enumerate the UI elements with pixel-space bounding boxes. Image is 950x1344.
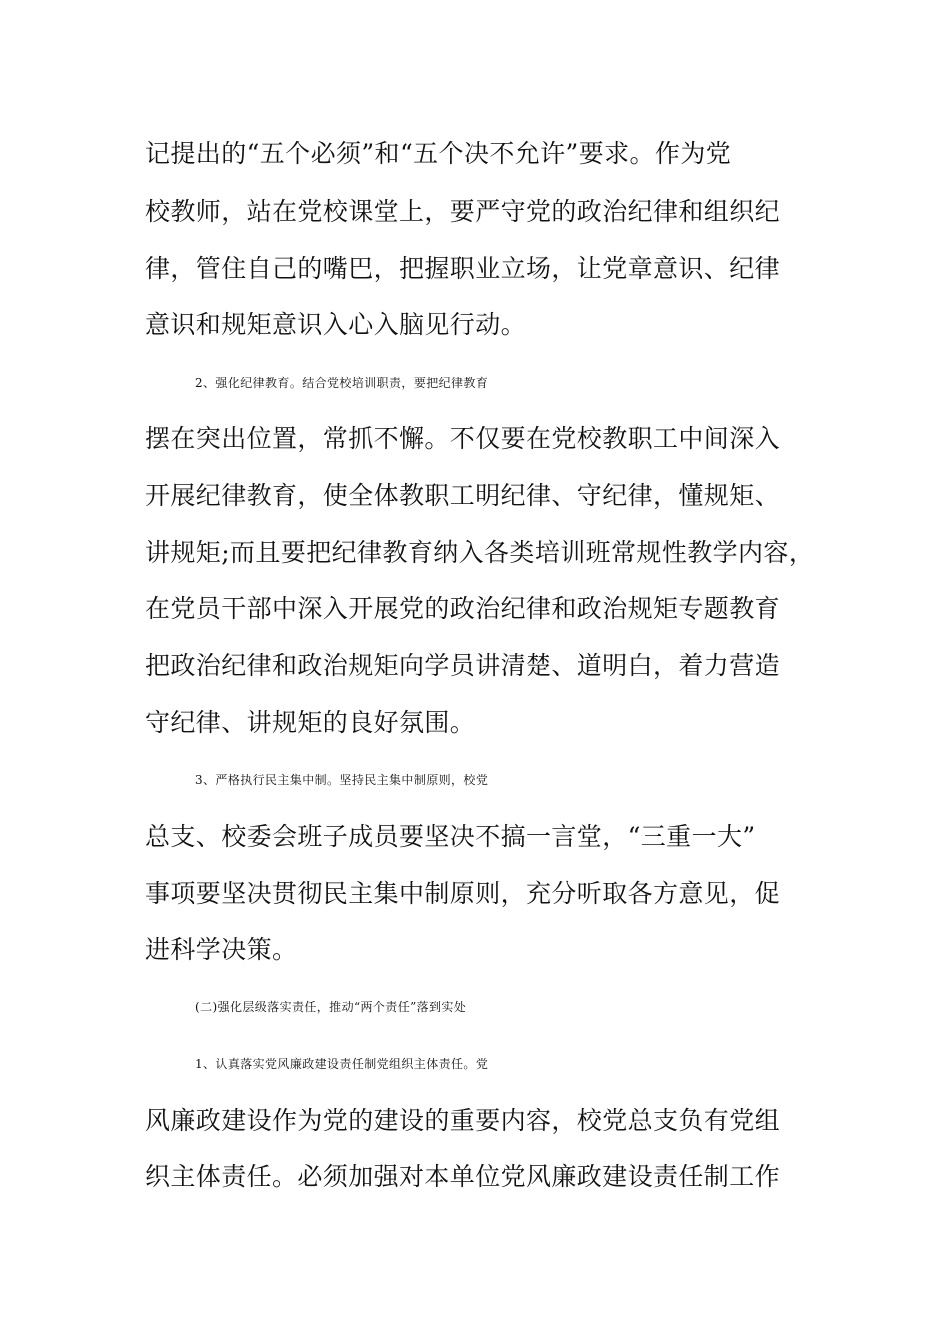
text-line: 进科学决策。 — [145, 935, 298, 964]
text-line: 总支、校委会班子成员要坚决不搞一言堂，“三重一大” — [145, 822, 756, 851]
text-line: 讲规矩;而且要把纪律教育纳入各类培训班常规性教学内容， — [145, 538, 815, 567]
text-line: 3、严格执行民主集中制。坚持民主集中制原则，校党 — [195, 773, 489, 787]
text-line: 1、认真落实党风廉政建设责任制党组织主体责任。党 — [195, 1057, 489, 1071]
text-line: 守纪律、讲规矩的良好氛围。 — [145, 708, 476, 737]
text-line: 把政治纪律和政治规矩向学员讲清楚、道明白，着力营造 — [145, 651, 781, 680]
text-line: 律，管住自己的嘴巴，把握职业立场，让党章意识、纪律 — [145, 254, 781, 283]
section-heading: (二)强化层级落实责任，推动“两个责任”落到实处 — [195, 1000, 467, 1014]
text-line: 事项要坚决贯彻民主集中制原则，充分听取各方意见，促 — [145, 879, 781, 908]
text-line: 风廉政建设作为党的建设的重要内容，校党总支负有党组 — [145, 1106, 781, 1135]
text-line: 摆在突出位置，常抓不懈。不仅要在党校教职工中间深入 — [145, 424, 781, 453]
text-line: 意识和规矩意识入心入脑见行动。 — [145, 310, 527, 339]
text-line: 校教师，站在党校课堂上，要严守党的政治纪律和组织纪 — [145, 197, 781, 226]
text-line: 开展纪律教育，使全体教职工明纪律、守纪律，懂规矩、 — [145, 481, 781, 510]
text-line: 记提出的“五个必须”和“五个决不允许”要求。作为党 — [145, 139, 732, 168]
text-line: 2、强化纪律教育。结合党校培训职责，要把纪律教育 — [195, 376, 489, 390]
text-line: 织主体责任。必须加强对本单位党风廉政建设责任制工作 — [145, 1162, 781, 1191]
text-line: 在党员干部中深入开展党的政治纪律和政治规矩专题教育 — [145, 594, 781, 623]
